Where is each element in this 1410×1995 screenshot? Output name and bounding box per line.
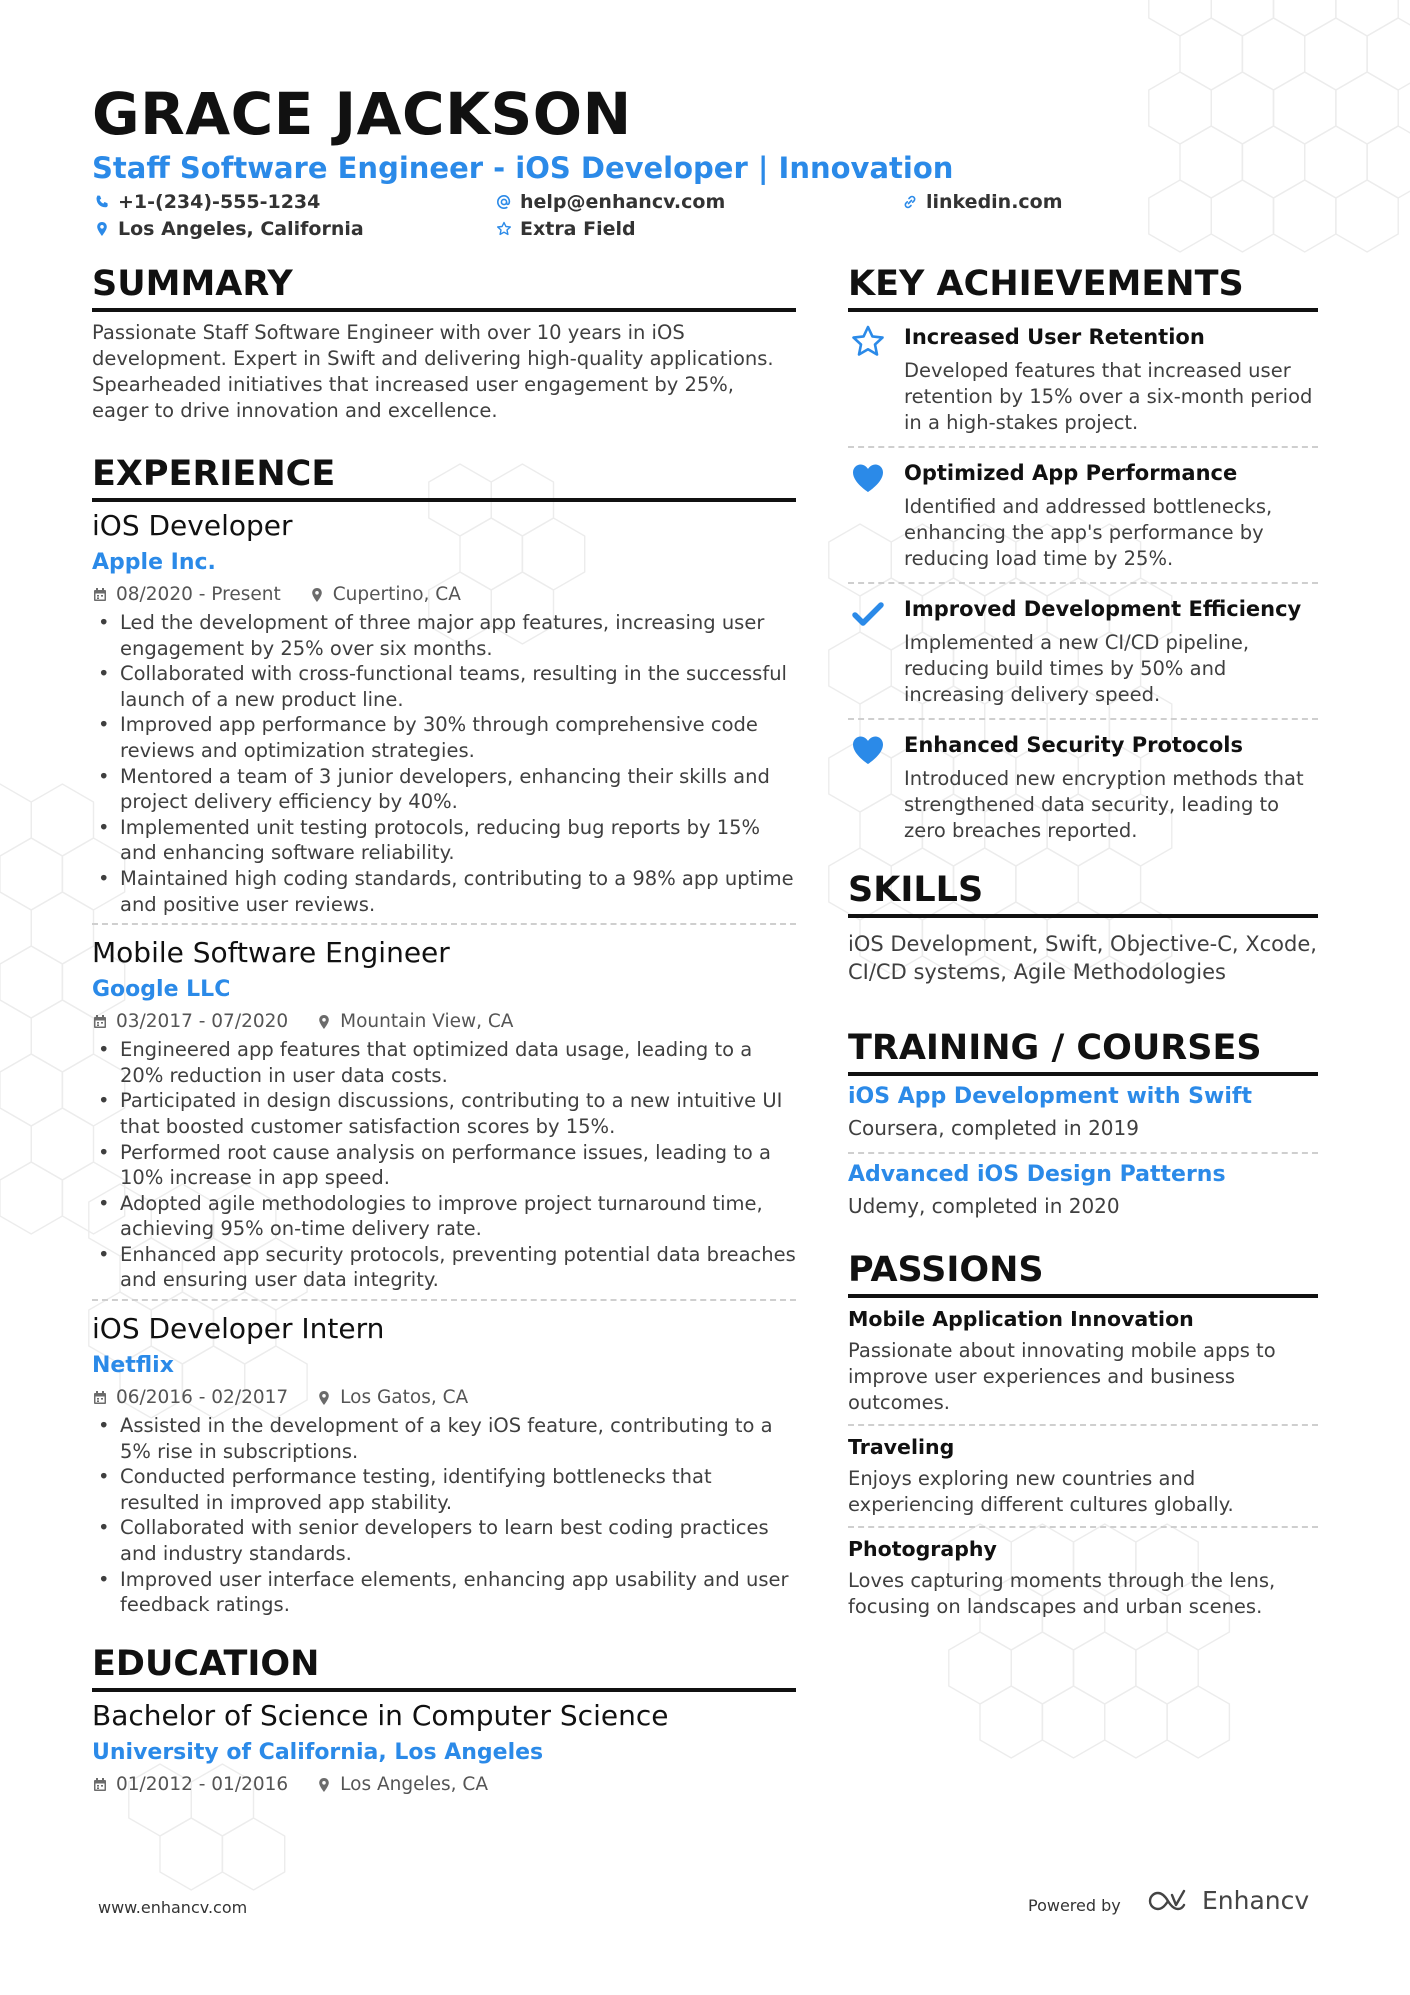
contact-location — [94, 217, 364, 241]
location-pin-icon — [316, 1777, 332, 1793]
bullet-item: • Improved app performance by 30% through comprehensive code reviews and optimization strategies. — [120, 712, 796, 763]
heart-icon — [850, 460, 886, 496]
company-name: Netflix — [92, 1353, 174, 1379]
contact-phone[interactable] — [94, 190, 320, 214]
job-title: Mobile Software Engineer — [92, 936, 450, 970]
achievement-item — [848, 720, 1318, 854]
extra-field-text: Extra Field — [520, 218, 636, 240]
bullet-item: • Performed root cause analysis on performance issues, leading to a 10% increase in app speed. — [120, 1140, 796, 1191]
school-name: University of California, Los Angeles — [92, 1739, 544, 1765]
skills-heading: SKILLS — [848, 868, 1318, 918]
course-title: iOS App Development with Swift — [848, 1084, 1252, 1109]
summary-text: Passionate Staff Software Engineer with over 10 years in iOS development. Expert in Swift and delivering high-quality applications. Spearheaded initiatives that increased user engagement by 25%, eager to drive innovation and excellence. — [92, 321, 774, 422]
star-outline-icon — [496, 221, 512, 237]
company-name: Apple Inc. — [92, 550, 216, 575]
achievement-item — [848, 312, 1318, 448]
passion-title: Photography — [848, 1537, 997, 1561]
bullet-item: • Collaborated with senior developers to learn best coding practices and industry standards. — [120, 1515, 796, 1566]
job-location: Mountain View, CA — [340, 1011, 514, 1033]
job-dates: 06/2016 - 02/2017 — [116, 1387, 289, 1409]
training-heading: TRAINING / COURSES — [848, 1026, 1318, 1076]
bullet-item: • Led the development of three major app features, increasing user engagement by 25% over six months. — [120, 610, 796, 661]
job-location: Los Gatos, CA — [340, 1387, 469, 1409]
right-column — [848, 262, 1318, 1628]
calendar-icon — [92, 587, 108, 603]
achievement-text: Introduced new encryption methods that strengthened data security, leading to zero breaches reported. — [904, 767, 1304, 842]
education-heading: EDUCATION — [92, 1642, 796, 1692]
star-outline-icon — [850, 324, 886, 360]
achievement-title: Improved Development Efficiency — [904, 597, 1302, 621]
education-dates: 01/2012 - 01/2016 — [116, 1773, 289, 1795]
bullet-item: • Engineered app features that optimized data usage, leading to a 20% reduction in user data costs. — [120, 1037, 796, 1088]
bullet-item: • Implemented unit testing protocols, reducing bug reports by 15% and enhancing software reliability. — [120, 815, 796, 866]
job-location: Cupertino, CA — [332, 584, 461, 605]
job-entry — [92, 933, 796, 1301]
job-entry — [92, 1309, 796, 1624]
job-bullets — [92, 1413, 796, 1618]
enhancv-logo[interactable] — [1146, 1886, 1309, 1915]
at-sign-icon — [496, 194, 512, 210]
passion-item — [848, 1528, 1318, 1628]
phone-text: +1-(234)-555-1234 — [118, 191, 321, 213]
job-meta — [92, 1007, 796, 1037]
course-item — [848, 1076, 1318, 1154]
bullet-item: • Conducted performance testing, identifying bottlenecks that resulted in improved app stability. — [120, 1464, 796, 1515]
location-pin-icon — [94, 221, 110, 237]
achievement-title: Enhanced Security Protocols — [904, 733, 1243, 757]
link-icon — [902, 194, 918, 210]
course-item — [848, 1154, 1318, 1230]
contact-email[interactable] — [496, 190, 725, 214]
bullet-item: • Adopted agile methodologies to improve project turnaround time, achieving 95% on-time delivery rate. — [120, 1191, 796, 1242]
passion-text: Enjoys exploring new countries and experiencing different cultures globally. — [848, 1467, 1234, 1516]
achievement-item — [848, 584, 1318, 720]
achievement-text: Developed features that increased user retention by 15% over a six-month period in a high-stakes project. — [904, 359, 1313, 434]
bullet-item: • Enhanced app security protocols, preventing potential data breaches and ensuring user data integrity. — [120, 1242, 796, 1293]
passions-heading: PASSIONS — [848, 1248, 1318, 1298]
passion-text: Passionate about innovating mobile apps to improve user experiences and business outcomes. — [848, 1339, 1276, 1414]
achievement-item — [848, 448, 1318, 584]
course-provider: Coursera, completed in 2019 — [848, 1116, 1139, 1140]
job-title: iOS Developer — [92, 509, 293, 542]
linkedin-text: linkedin.com — [926, 191, 1063, 213]
footer-website-link[interactable]: www.enhancv.com — [98, 1898, 248, 1917]
calendar-icon — [92, 1014, 108, 1030]
key-achievements-heading: KEY ACHIEVEMENTS — [848, 262, 1318, 312]
job-dates: 03/2017 - 07/2020 — [116, 1011, 289, 1033]
company-name: Google LLC — [92, 977, 231, 1003]
bullet-item: • Mentored a team of 3 junior developers, enhancing their skills and project delivery efficiency by 40%. — [120, 764, 796, 815]
job-meta — [92, 580, 796, 610]
education-meta — [92, 1770, 796, 1800]
headline: Staff Software Engineer - iOS Developer | Innovation — [92, 151, 954, 185]
contact-extra — [496, 217, 636, 241]
bullet-item: • Collaborated with cross-functional teams, resulting in the successful launch of a new product line. — [120, 661, 796, 712]
phone-icon — [94, 194, 110, 210]
course-provider: Udemy, completed in 2020 — [848, 1194, 1120, 1218]
summary-heading: SUMMARY — [92, 262, 796, 312]
calendar-icon — [92, 1777, 108, 1793]
passion-title: Traveling — [848, 1435, 955, 1459]
enhancv-logo-text: Enhancv — [1202, 1886, 1310, 1915]
job-dates: 08/2020 - Present — [116, 584, 281, 605]
achievement-text: Identified and addressed bottlenecks, enhancing the app's performance by reducing load time by 25%. — [904, 495, 1273, 570]
bullet-item: • Improved user interface elements, enhancing app usability and user feedback ratings. — [120, 1567, 796, 1618]
location-pin-icon — [316, 1014, 332, 1030]
left-column — [92, 262, 796, 1814]
location-pin-icon — [309, 587, 325, 603]
email-text: help@enhancv.com — [520, 191, 726, 213]
checkmark-icon — [850, 596, 886, 632]
job-bullets — [92, 610, 796, 917]
bullet-item: • Participated in design discussions, contributing to a new intuitive UI that boosted customer satisfaction scores by 15%. — [120, 1088, 796, 1139]
location-pin-icon — [316, 1390, 332, 1406]
education-entry — [92, 1696, 796, 1806]
experience-heading: EXPERIENCE — [92, 452, 796, 502]
degree-title: Bachelor of Science in Computer Science — [92, 1698, 669, 1732]
passion-text: Loves capturing moments through the lens, focusing on landscapes and urban scenes. — [848, 1569, 1276, 1618]
job-entry — [92, 506, 796, 925]
bullet-item: • Assisted in the development of a key iOS feature, contributing to a 5% rise in subscriptions. — [120, 1413, 796, 1464]
job-meta — [92, 1383, 796, 1413]
calendar-icon — [92, 1390, 108, 1406]
passion-item — [848, 1298, 1318, 1426]
education-location: Los Angeles, CA — [340, 1773, 488, 1795]
job-title: iOS Developer Intern — [92, 1312, 385, 1346]
bullet-item: • Maintained high coding standards, contributing to a 98% app uptime and positive user reviews. — [120, 866, 796, 917]
achievement-title: Optimized App Performance — [904, 461, 1238, 485]
skills-text: iOS Development, Swift, Objective-C, Xcode, CI/CD systems, Agile Methodologies — [848, 932, 1317, 984]
passion-title: Mobile Application Innovation — [848, 1307, 1194, 1331]
location-text: Los Angeles, California — [118, 218, 364, 240]
achievement-text: Implemented a new CI/CD pipeline, reducing build times by 50% and increasing delivery speed. — [904, 631, 1250, 706]
enhancv-logo-icon — [1146, 1888, 1194, 1914]
achievement-title: Increased User Retention — [904, 325, 1205, 349]
heart-icon — [850, 732, 886, 768]
job-bullets — [92, 1037, 796, 1293]
passion-item — [848, 1426, 1318, 1528]
course-title: Advanced iOS Design Patterns — [848, 1162, 1226, 1187]
candidate-name: GRACE JACKSON — [92, 80, 632, 148]
contact-linkedin[interactable] — [902, 190, 1063, 214]
footer-powered-by: Powered by — [1028, 1896, 1121, 1915]
